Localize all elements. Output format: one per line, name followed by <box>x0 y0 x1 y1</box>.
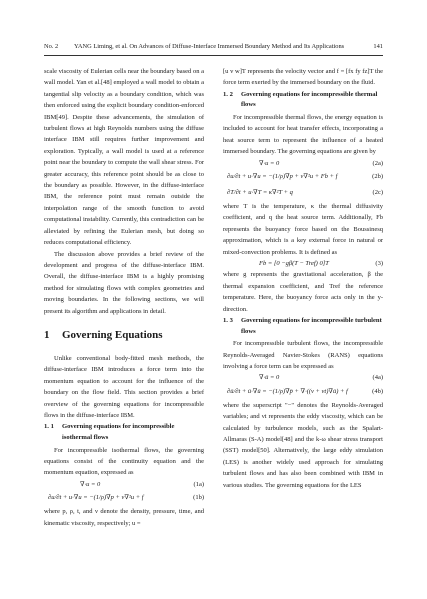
paragraph-temperature-definitions: where T is the temperature, κ the thermal diffusivity coefficient, and q the heat source term. Additionally, Fb represents the buoyancy force based on the Boussinesq approximation, which is a key external force in natural or mixed-convection problems. It is defined as <box>223 203 383 256</box>
subsection-heading-isothermal <box>44 422 204 443</box>
running-header <box>44 43 383 55</box>
equation-formula: ∂T/∂t + u·∇T = κ∇²T + q <box>227 189 293 197</box>
equation-number: (4a) <box>372 374 383 382</box>
subsection-heading-thermal <box>223 90 383 111</box>
paragraph-wall-model: scale viscosity of Eulerian cells near the boundary based on a wall model. Yan et al.[48] employed a wall model to obtain a tangential slip velocity as a boundary condition, which was then enforced using the explicit boundary condition-enforced IBM[49]. Despite these advancements, the simulation of turbulent flows at high Reynolds numbers using the diffuse interface IBM still requires further improvement and exploration. Typically, a wall model is used at a reference point near the boundary to compute the wall shear stress. For greater accuracy, this reference point should be as close to the boundary as possible. However, in the diffuse-interface IBM, the reference point must remain outside the interpolation range of the smooth function to avoid computational instability. Currently, this contradiction can be alleviated by refining the Eulerian mesh, but doing so reduces computational efficiency. <box>44 68 204 247</box>
header-rule <box>44 55 383 56</box>
issue-number: No. 2 <box>44 43 59 50</box>
paragraph-section-intro: Unlike conventional body-fitted mesh methods, the diffuse-interface IBM introduces a force term into the momentum equation to account for the influence of the boundary on the flow field. This section provides a brief overview of the governing equations for incompressible flows in the diffuse-interface IBM. <box>44 354 204 419</box>
right-column <box>223 66 383 491</box>
equation-formula: ∂u/∂t + u·∇u = −(1/ρ)∇p + ν∇²u + f <box>48 494 144 502</box>
equation-number: (1b) <box>193 494 204 502</box>
paragraph-thermal-intro: For incompressible thermal flows, the energy equation is included to account for heat transfer effects, incorporating a heat source term to represent the influence of a heated immersed boundary. The governing equations are given by <box>223 114 383 156</box>
equation-4a <box>223 372 383 383</box>
subsection-heading-turbulent <box>223 316 383 337</box>
subsection-number: 1. 1 <box>44 423 54 431</box>
paragraph-rans-definitions: where the superscript "−" denotes the Reynolds-Averaged variables; and νt represents the eddy viscosity, which can be calculated by turbulence models, such as the Spalart-Allmaras (S-A) model[48] and the k-ω shear stress transport (SST) model[50]. Alternatively, the large eddy simulation (LES) is another widely used approach for simulating turbulent flows and has also been combined with IBM in various studies. The governing equations for the LES <box>223 401 383 489</box>
equation-formula: Fb = [0 −gβ(T − Tref) 0]T <box>259 260 329 268</box>
equation-2a <box>223 158 383 169</box>
section-number: 1 <box>44 328 50 341</box>
equation-2c <box>223 185 383 201</box>
equation-number: (1a) <box>193 480 204 488</box>
paragraph-isothermal-intro: For incompressible isothermal flows, the governing equations consist of the continuity equation and the momentum equation, expressed as <box>44 446 204 477</box>
paragraph-review-summary: The discussion above provides a brief review of the development and progress of the diffuse-interface IBM. Overall, the diffuse-interface IBM is a highly promising method for simulating flows with complex geometries and moving boundaries. In the following sections, we will present its algorithm and applications in detail. <box>44 250 204 315</box>
paragraph-gravity-definitions: where g represents the gravitational acceleration, β the thermal expansion coefficient, and Tref the reference temperature. Here, the buoyancy force acts only in the y-direction. <box>223 271 383 313</box>
equation-3 <box>223 258 383 269</box>
page-number: 141 <box>373 43 383 50</box>
section-title: Governing Equations <box>62 328 163 341</box>
left-column <box>44 66 204 529</box>
equation-number: (2b) <box>372 173 383 181</box>
subsection-title: Governing equations for incompressible isothermal flows <box>62 423 175 441</box>
equation-formula: ∂ū/∂t + ū·∇ū = −(1/ρ)∇p̄ + ∇·((ν + νt)∇ū) + f <box>227 387 348 395</box>
paragraph-velocity-vector: [u v w]T represents the velocity vector and f = [fx fy fz]T the force term exerted by the immersed boundary on the fluid. <box>223 68 383 87</box>
subsection-number: 1. 3 <box>223 317 233 325</box>
equation-number: (2a) <box>372 159 383 167</box>
subsection-title: Governing equations for incompressible turbulent flows <box>241 317 382 335</box>
equation-formula: ∇·u = 0 <box>80 480 101 488</box>
equation-formula: ∇·u = 0 <box>259 159 280 167</box>
paragraph-turbulent-intro: For incompressible turbulent flows, the incompressible Reynolds-Averaged Navier-Stokes (RANS) equations involving a force term can be expressed as <box>223 340 383 371</box>
subsection-title: Governing equations for incompressible thermal flows <box>241 90 378 109</box>
section-heading <box>44 328 204 342</box>
equation-number: (2c) <box>372 189 383 197</box>
paragraph-variable-definitions: where p, ρ, t, and ν denote the density, pressure, time, and kinematic viscosity, respectively; u = <box>44 508 204 527</box>
equation-formula: ∂u/∂t + u·∇u = −(1/ρ)∇p + ν∇²u + Fb + f <box>227 173 338 181</box>
equation-number: (4b) <box>372 387 383 395</box>
running-title: YANG Liming, et al. On Advances of Diffuse-Interface Immersed Boundary Method and Its Applications <box>74 43 345 50</box>
equation-number: (3) <box>375 260 383 268</box>
equation-1b <box>44 490 204 506</box>
equation-formula: ∇·ū = 0 <box>259 374 280 382</box>
equation-2b <box>223 169 383 185</box>
subsection-number: 1. 2 <box>223 90 233 98</box>
equation-4b <box>223 384 383 400</box>
equation-1a <box>44 479 204 490</box>
